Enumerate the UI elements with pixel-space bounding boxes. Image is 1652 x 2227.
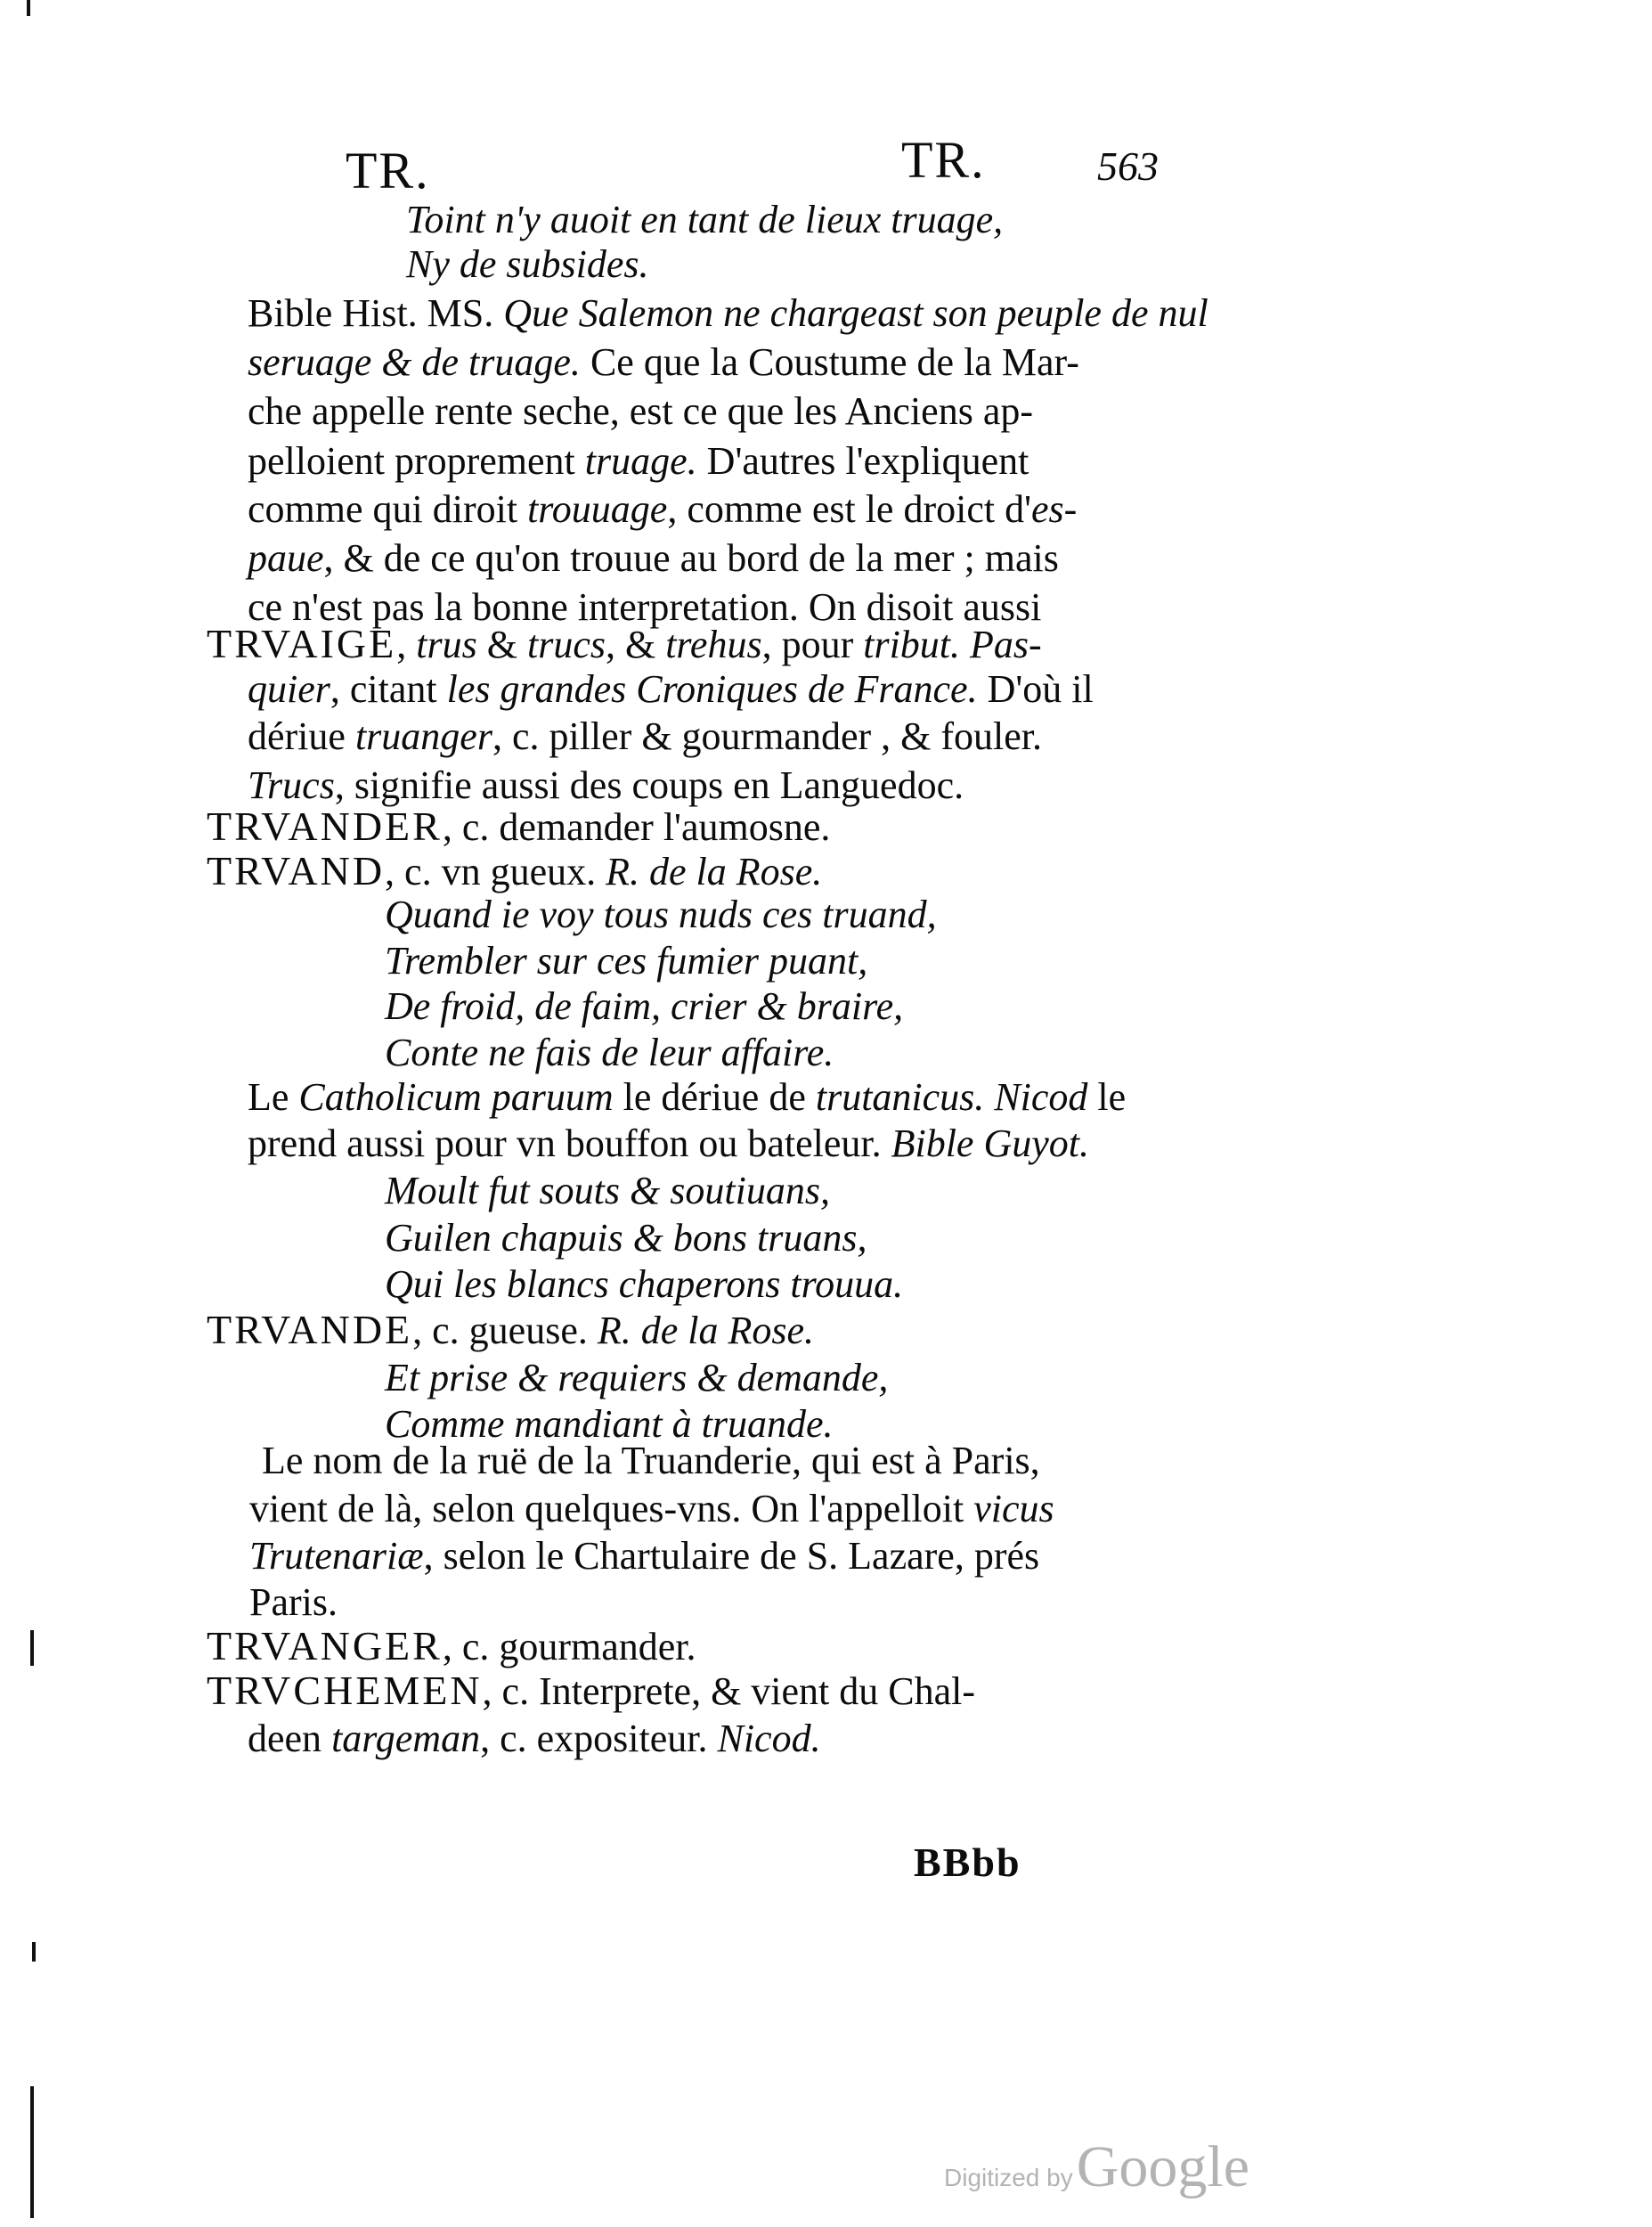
roman-text: le dériue de: [613, 1075, 816, 1119]
roman-text: [984, 1075, 994, 1119]
watermark-prefix: Digitized by: [944, 2164, 1073, 2191]
text-line: [207, 1623, 696, 1668]
text-line: [248, 714, 1042, 758]
italic-text: truanger: [354, 714, 492, 758]
roman-text: pelloient proprement: [248, 439, 585, 483]
italic-text: Nicod: [994, 1075, 1088, 1119]
text-line: [248, 340, 1079, 384]
roman-text: Ce que la Coustume de la Mar-: [580, 340, 1079, 384]
headword: TRVAND: [207, 848, 386, 893]
roman-text: Bible Hist. MS.: [248, 291, 504, 335]
italic-text: Toint n'y auoit en tant de lieux truage,: [406, 198, 1004, 241]
italic-text: targeman: [331, 1717, 481, 1760]
italic-text: truage.: [584, 439, 697, 483]
italic-text: Quand ie voy tous nuds ces truand,: [385, 893, 937, 936]
roman-text: le: [1087, 1075, 1127, 1119]
italic-text: Trutenariæ: [249, 1534, 424, 1578]
italic-text: es-: [1031, 487, 1078, 531]
italic-text: Bible Guyot.: [891, 1122, 1089, 1165]
italic-text: Catholicum paruum: [298, 1075, 614, 1119]
roman-text: Paris.: [249, 1580, 338, 1624]
text-line: [385, 1171, 830, 1211]
running-head-center: TR.: [901, 131, 986, 189]
text-line: [207, 848, 823, 893]
italic-text: tribut.: [863, 623, 961, 666]
italic-text: Trembler sur ces fumier puant,: [385, 939, 868, 983]
italic-text: trucs: [526, 623, 606, 666]
headword: TRVANDE: [207, 1307, 413, 1352]
binding-edge-mark: [27, 0, 30, 16]
text-line: [406, 242, 649, 286]
italic-text: Qui les blancs chaperons trouua.: [385, 1262, 904, 1306]
italic-text: trutanicus.: [815, 1075, 985, 1119]
roman-text: D'où il: [977, 667, 1094, 711]
roman-text: vient de là, selon quelques-vns. On l'appelloit: [249, 1487, 974, 1530]
text-line: [248, 536, 1059, 580]
italic-text: Nicod.: [717, 1717, 821, 1760]
text-line: [248, 667, 1094, 711]
text-line: [385, 895, 937, 934]
roman-text: , c. gueuse.: [412, 1309, 598, 1352]
italic-text: Trucs: [248, 763, 335, 807]
roman-text: &: [476, 623, 527, 666]
italic-text: Conte ne fais de leur affaire.: [385, 1031, 834, 1074]
google-logo: Google: [1076, 2134, 1250, 2199]
italic-text: seruage & de truage.: [248, 340, 581, 384]
italic-text: Moult fut souts & soutiuans,: [385, 1169, 830, 1212]
text-line: [248, 389, 1034, 433]
text-line: [385, 939, 868, 983]
italic-text: Ny de subsides.: [406, 242, 649, 286]
text-line: [207, 1309, 814, 1350]
roman-text: che appelle rente seche, est ce que les Anciens ap-: [248, 389, 1034, 433]
roman-text: , citant: [330, 667, 447, 711]
italic-text: trouuage: [527, 487, 668, 531]
italic-text: Et prise & requiers & demande,: [385, 1356, 889, 1399]
text-line: [248, 439, 1029, 483]
roman-text: prend aussi pour vn bouffon ou bateleur.: [248, 1122, 891, 1165]
italic-text: Pas-: [970, 623, 1042, 666]
italic-text: vicus: [973, 1487, 1054, 1530]
roman-text: dériue: [248, 714, 355, 758]
roman-text: , selon le Chartulaire de S. Lazare, prés: [423, 1534, 1040, 1578]
italic-text: paue: [248, 536, 324, 580]
headword: TRVCHEMEN: [207, 1668, 483, 1713]
text-line: [262, 1441, 1040, 1481]
text-line: [249, 1489, 1054, 1529]
binding-edge-mark: [30, 1630, 34, 1666]
roman-text: D'autres l'expliquent: [696, 439, 1029, 483]
headword: TRVANGER: [207, 1623, 443, 1668]
roman-text: , c. gourmander.: [442, 1625, 696, 1668]
text-line: [248, 487, 1078, 531]
text-line: [248, 1124, 1089, 1163]
roman-text: , & de ce qu'on trouue au bord de la mer ; mais: [323, 536, 1059, 580]
roman-text: , &: [605, 623, 666, 666]
text-line: [385, 1033, 834, 1073]
text-line: [248, 763, 964, 807]
running-head-left: TR.: [346, 142, 430, 200]
digitized-by-google-watermark: [944, 2133, 1249, 2201]
headword: TRVANDER: [207, 804, 443, 849]
italic-text: trehus: [665, 623, 762, 666]
italic-text: De froid, de faim, crier & braire,: [385, 984, 904, 1028]
text-line: [249, 1534, 1040, 1578]
text-line: [207, 1670, 975, 1711]
roman-text: , c. expositeur.: [480, 1717, 718, 1760]
roman-text: ce n'est pas la bonne interpretation. On disoit aussi: [248, 585, 1042, 629]
roman-text: , c. Interprete, & vient du Chal-: [482, 1669, 976, 1713]
italic-text: R. de la Rose.: [606, 850, 823, 893]
italic-text: Que Salemon ne chargeast son peuple de nul: [503, 291, 1208, 335]
text-line: [385, 1216, 867, 1260]
text-line: [207, 806, 830, 847]
text-line: [385, 984, 904, 1028]
text-line: [385, 1358, 888, 1398]
binding-edge-mark: [32, 1942, 36, 1962]
roman-text: , c. vn gueux.: [385, 850, 606, 893]
roman-text: Le: [248, 1075, 299, 1119]
roman-text: Le nom de la ruë de la Truanderie, qui est à Paris,: [262, 1439, 1040, 1482]
signature-mark: BBbb: [914, 1840, 1021, 1885]
text-line: [248, 291, 1208, 335]
text-line: [385, 1262, 904, 1306]
italic-text: R. de la Rose.: [597, 1309, 815, 1352]
italic-text: quier: [248, 667, 330, 711]
roman-text: [960, 623, 970, 666]
text-line: [248, 1075, 1127, 1119]
roman-text: , pour: [761, 623, 864, 666]
roman-text: deen: [248, 1717, 332, 1760]
text-line: [249, 1580, 338, 1624]
roman-text: , c. piller & gourmander , & fouler.: [492, 714, 1042, 758]
headword: TRVAIGE: [207, 621, 397, 666]
roman-text: , c. demander l'aumosne.: [442, 805, 831, 849]
text-line: [248, 1719, 821, 1758]
italic-text: les grandes Croniques de France.: [446, 667, 978, 711]
italic-text: Comme mandiant à truande.: [385, 1402, 834, 1446]
text-line: [406, 200, 1003, 240]
roman-text: , signifie aussi des coups en Languedoc.: [334, 763, 964, 807]
text-line: [207, 621, 1042, 666]
italic-text: Guilen chapuis & bons truans,: [385, 1216, 867, 1260]
roman-text: , comme est le droict d': [667, 487, 1032, 531]
roman-text: ,: [396, 623, 417, 666]
roman-text: comme qui diroit: [248, 487, 528, 531]
page-number: 563: [1097, 143, 1159, 189]
binding-edge-mark: [30, 2086, 34, 2218]
italic-text: trus: [416, 623, 477, 666]
